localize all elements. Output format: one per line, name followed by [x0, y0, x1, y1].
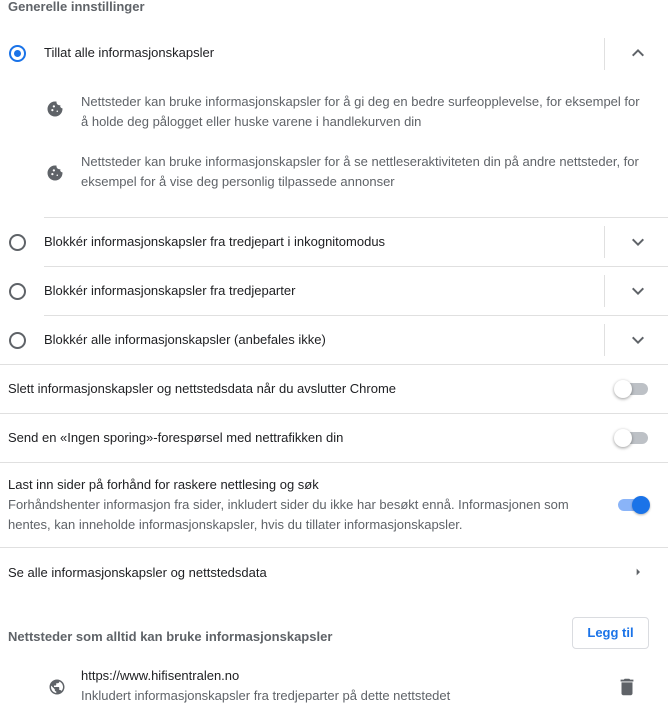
cookie-icon	[46, 100, 64, 118]
detail-text-line-1: Nettsteder kan bruke informasjonskapsler for å gi deg en bedre surfeopplevelse, for eksempel for	[81, 94, 640, 109]
radio-label: Blokkér informasjonskapsler fra tredjepart i inkognitomodus	[44, 234, 386, 249]
divider	[604, 38, 605, 70]
divider	[604, 226, 605, 258]
detail-text-line-2: eksempel for å vise deg personlig tilpassede annonser	[81, 174, 395, 189]
see-all-cookies-link[interactable]	[0, 548, 668, 596]
chevron-down-icon[interactable]	[626, 328, 650, 352]
radio-button[interactable]	[9, 234, 26, 251]
radio-button[interactable]	[9, 45, 26, 62]
cookie-icon	[46, 164, 64, 182]
radio-option-block-incognito[interactable]	[0, 218, 668, 266]
radio-option-allow-all[interactable]	[0, 28, 668, 76]
radio-button[interactable]	[9, 332, 26, 349]
radio-label: Blokkér informasjonskapsler fra tredjeparter	[44, 283, 296, 298]
toggle-description-line-2: hentes, kan inneholde informasjonskapsler, hvis du tillater informasjonskapsler.	[8, 517, 463, 532]
toggle-switch[interactable]	[614, 428, 650, 448]
site-description: Inkludert informasjonskapsler fra tredjeparter på dette nettstedet	[81, 688, 451, 703]
radio-label: Blokkér alle informasjonskapsler (anbefales ikke)	[44, 332, 326, 347]
allowed-sites-title: Nettsteder som alltid kan bruke informasjonskapsler	[8, 629, 333, 644]
toggle-row-preload	[0, 463, 668, 547]
radio-option-block-third-party[interactable]	[0, 267, 668, 315]
radio-label: Tillat alle informasjonskapsler	[44, 45, 215, 60]
toggle-row-do-not-track	[0, 414, 668, 462]
section-title: Generelle innstillinger	[8, 0, 145, 14]
divider	[604, 275, 605, 307]
chevron-up-icon[interactable]	[626, 41, 650, 65]
chevron-down-icon[interactable]	[626, 279, 650, 303]
detail-item	[0, 86, 668, 136]
toggle-label: Send en «Ingen sporing»-forespørsel med nettrafikken din	[8, 430, 344, 445]
add-site-button[interactable]: Legg til	[572, 617, 649, 649]
site-url: https://www.hifisentralen.no	[81, 668, 240, 683]
arrow-right-icon	[630, 564, 646, 580]
list-item	[0, 662, 668, 712]
toggle-label: Last inn sider på forhånd for raskere nettlesing og søk	[8, 477, 319, 492]
toggle-switch[interactable]	[614, 379, 650, 399]
trash-icon[interactable]	[616, 676, 638, 698]
radio-option-block-all[interactable]	[0, 316, 668, 364]
toggle-switch[interactable]	[614, 495, 650, 515]
chevron-down-icon[interactable]	[626, 230, 650, 254]
detail-text-line-1: Nettsteder kan bruke informasjonskapsler for å se nettleseraktiviteten din på andre nettsteder, for	[81, 154, 639, 169]
toggle-description-line-1: Forhåndshenter informasjon fra sider, inkludert sider du ikke har besøkt ennå. Informasjonen som	[8, 497, 569, 512]
toggle-label: Slett informasjonskapsler og nettstedsdata når du avslutter Chrome	[8, 381, 397, 396]
toggle-row-clear-on-exit	[0, 365, 668, 413]
globe-icon	[48, 678, 66, 696]
divider	[604, 324, 605, 356]
radio-button[interactable]	[9, 283, 26, 300]
detail-item	[0, 150, 668, 200]
detail-text-line-2: å holde deg pålogget eller huske varene i handlekurven din	[81, 114, 422, 129]
see-all-label: Se alle informasjonskapsler og nettstedsdata	[8, 565, 267, 580]
